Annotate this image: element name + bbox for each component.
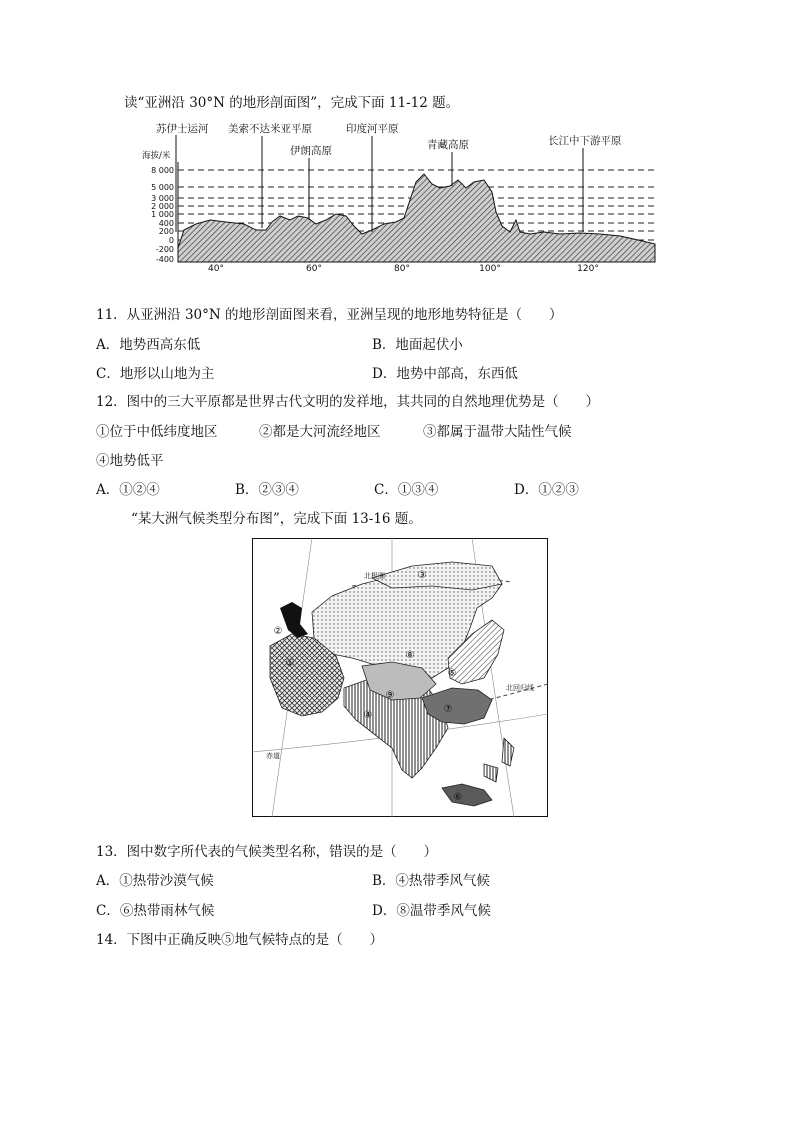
q13-option-d[interactable]: D．⑧温带季风气候 (372, 903, 491, 919)
marker-1: ① (285, 658, 295, 669)
x-tick: 60° (306, 264, 322, 272)
q12-item-2: ②都是大河流经地区 (259, 424, 381, 440)
question-14-stem: 14．下图中正确反映⑤地气候特点的是（ ） (96, 932, 384, 948)
q11-option-a[interactable]: A．地势西高东低 (96, 337, 201, 353)
place-yangtze-plain: 长江中下游平原 (548, 135, 622, 147)
question-12-stem: 12．图中的三大平原都是世界古代文明的发祥地，其共同的自然地理优势是（ ） (96, 394, 600, 410)
y-tick: 0 (168, 236, 174, 245)
question-13-stem: 13．图中数字所代表的气候类型名称，错误的是（ ） (96, 844, 438, 860)
place-indus-plain: 印度河平原 (346, 123, 399, 135)
intro-text-13-16: “某大洲气候类型分布图”，完成下面 13-16 题。 (131, 511, 422, 527)
y-tick: 200 (158, 227, 174, 236)
q12-option-c[interactable]: C．①③④ (374, 482, 439, 498)
y-tick: 1 000 (151, 210, 174, 219)
y-tick: -400 (155, 255, 174, 264)
marker-5: ⑤ (447, 668, 457, 679)
q13-option-a[interactable]: A．①热带沙漠气候 (96, 873, 214, 889)
question-11-stem: 11．从亚洲沿 30°N 的地形剖面图来看，亚洲呈现的地形地势特征是（ ） (96, 307, 563, 323)
x-tick: 40° (208, 264, 224, 272)
y-tick: 8 000 (151, 166, 174, 175)
marker-7: ⑦ (443, 704, 453, 715)
marker-8: ⑧ (405, 650, 415, 661)
place-mesopotamia: 美索不达米亚平原 (228, 123, 312, 135)
q13-option-b[interactable]: B．④热带季风气候 (372, 873, 490, 889)
q12-option-b[interactable]: B．②③④ (235, 482, 299, 498)
marker-9: ⑨ (385, 690, 395, 701)
q12-item-3: ③都属于温带大陆性气候 (423, 424, 572, 440)
q12-option-a[interactable]: A．①②④ (96, 482, 160, 498)
x-tick: 80° (394, 264, 410, 272)
q11-option-d[interactable]: D．地势中部高，东西低 (372, 366, 518, 382)
q13-option-c[interactable]: C．⑥热带雨林气候 (96, 903, 215, 919)
marker-3: ③ (417, 570, 427, 581)
marker-4: ④ (363, 710, 373, 721)
label-tropic-of-cancer: 北回归线 (506, 684, 534, 692)
place-pointers (176, 135, 583, 232)
intro-text-11-12: 读“亚洲沿 30°N 的地形剖面图”，完成下面 11-12 题。 (124, 95, 460, 111)
marker-6: ⑥ (453, 792, 463, 803)
terrain-profile-figure (140, 120, 665, 272)
x-tick: 100° (479, 264, 501, 272)
label-equator: 赤道 (266, 752, 280, 760)
y-tick: 2 000 (151, 202, 174, 211)
y-tick: -200 (155, 245, 174, 254)
place-iran-plateau: 伊朗高原 (290, 145, 332, 157)
marker-2: ② (273, 626, 283, 637)
x-tick: 120° (577, 264, 599, 272)
y-tick: 400 (158, 219, 174, 228)
q12-item-1: ①位于中低纬度地区 (96, 424, 218, 440)
q11-option-b[interactable]: B．地面起伏小 (372, 337, 463, 353)
q12-option-d[interactable]: D．①②③ (514, 482, 579, 498)
climate-map-figure (252, 538, 548, 817)
label-arctic-circle: 北极圈 (364, 572, 385, 580)
y-tick: 3 000 (151, 194, 174, 203)
y-tick: 5 000 (151, 183, 174, 192)
place-suez: 苏伊士运河 (156, 123, 209, 135)
place-tibet-plateau: 青藏高原 (427, 139, 469, 151)
q12-item-4: ④地势低平 (96, 453, 164, 469)
y-axis-label: 海拔/米 (142, 151, 171, 161)
q11-option-c[interactable]: C．地形以山地为主 (96, 366, 215, 382)
